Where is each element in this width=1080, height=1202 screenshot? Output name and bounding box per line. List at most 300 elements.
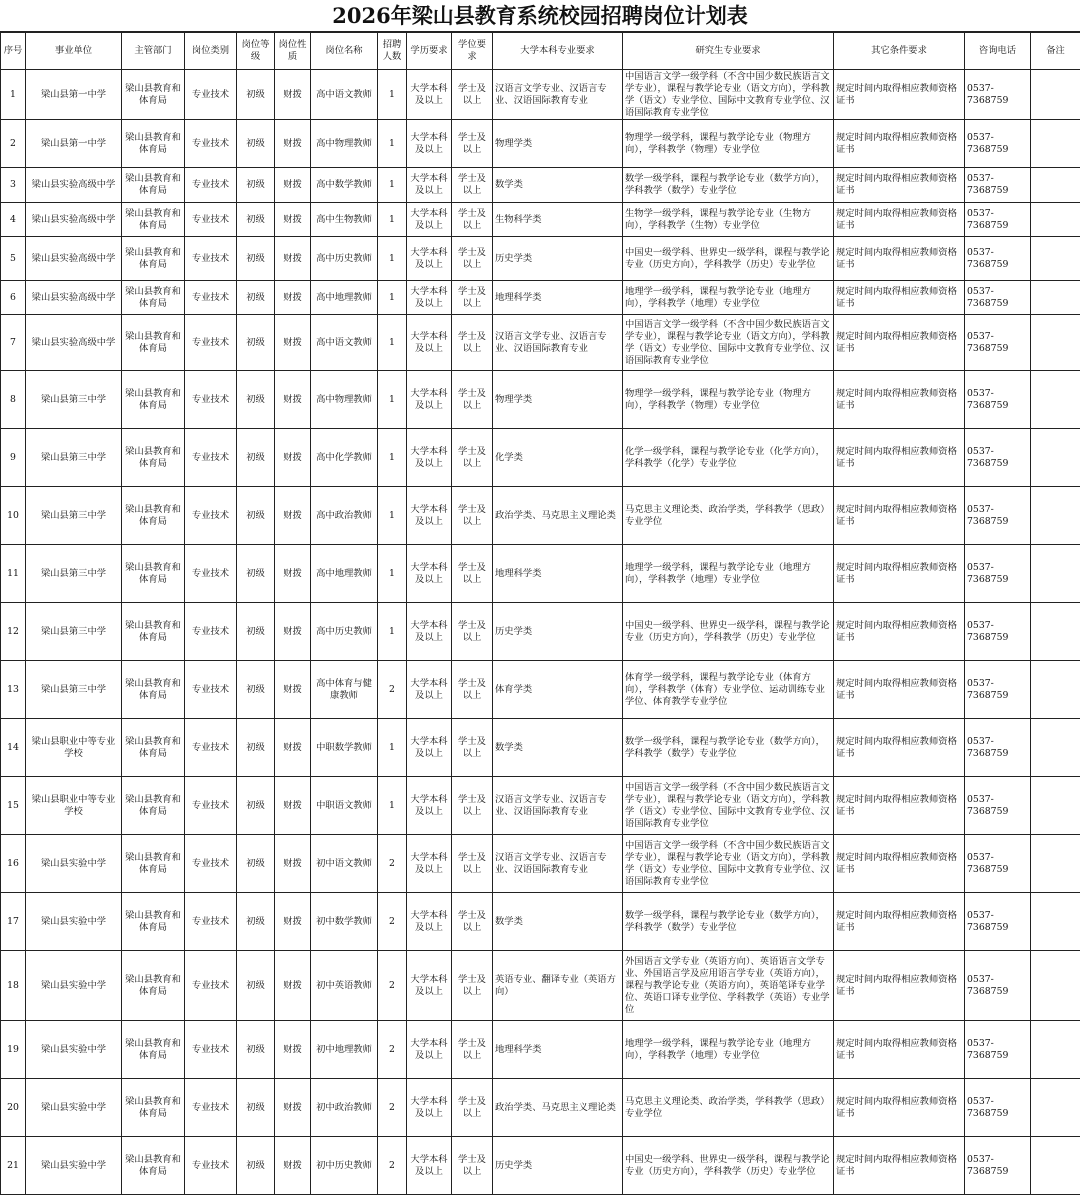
table-cell: 0537-7368759 bbox=[965, 951, 1031, 1021]
table-cell: 1 bbox=[378, 487, 407, 545]
table-cell: 地理学一级学科，课程与教学论专业（地理方向），学科教学（地理）专业学位 bbox=[623, 545, 834, 603]
table-cell: 学士及以上 bbox=[452, 315, 493, 371]
table-cell: 地理科学类 bbox=[493, 281, 623, 315]
table-cell: 汉语言文学专业、汉语言专业、汉语国际教育专业 bbox=[493, 70, 623, 120]
table-cell: 8 bbox=[1, 371, 26, 429]
table-cell: 梁山县教育和体育局 bbox=[122, 545, 185, 603]
table-cell: 高中物理教师 bbox=[311, 120, 378, 168]
table-cell: 财拨 bbox=[275, 281, 311, 315]
table-cell: 汉语言文学专业、汉语言专业、汉语国际教育专业 bbox=[493, 315, 623, 371]
table-cell: 学士及以上 bbox=[452, 203, 493, 237]
table-cell: 1 bbox=[378, 603, 407, 661]
table-cell: 梁山县职业中等专业学校 bbox=[26, 719, 122, 777]
table-cell: 数学类 bbox=[493, 719, 623, 777]
table-cell: 专业技术 bbox=[185, 315, 237, 371]
table-cell: 梁山县教育和体育局 bbox=[122, 603, 185, 661]
table-cell: 1 bbox=[378, 281, 407, 315]
table-cell: 2 bbox=[378, 1137, 407, 1195]
table-cell: 财拨 bbox=[275, 545, 311, 603]
table-cell: 汉语言文学专业、汉语言专业、汉语国际教育专业 bbox=[493, 777, 623, 835]
table-cell bbox=[1031, 487, 1080, 545]
table-cell: 学士及以上 bbox=[452, 777, 493, 835]
table-cell: 规定时间内取得相应教师资格证书 bbox=[834, 719, 965, 777]
table-cell: 0537-7368759 bbox=[965, 429, 1031, 487]
table-cell: 2 bbox=[1, 120, 26, 168]
table-cell: 0537-7368759 bbox=[965, 719, 1031, 777]
table-cell: 中国史一级学科、世界史一级学科，课程与教学论专业（历史方向），学科教学（历史）专业学位 bbox=[623, 237, 834, 281]
table-cell: 梁山县教育和体育局 bbox=[122, 168, 185, 203]
col-header: 序号 bbox=[1, 33, 26, 70]
table-cell: 规定时间内取得相应教师资格证书 bbox=[834, 545, 965, 603]
table-cell: 0537-7368759 bbox=[965, 603, 1031, 661]
table-cell: 初级 bbox=[237, 951, 275, 1021]
col-header: 备注 bbox=[1031, 33, 1080, 70]
table-cell: 中国语言文学一级学科（不含中国少数民族语言文学专业），课程与教学论专业（语文方向），学科教学（语文）专业学位、国际中文教育专业学位、汉语国际教育专业学位 bbox=[623, 835, 834, 893]
table-cell: 初中英语教师 bbox=[311, 951, 378, 1021]
table-cell: 财拨 bbox=[275, 893, 311, 951]
table-cell: 0537-7368759 bbox=[965, 545, 1031, 603]
table-cell: 初级 bbox=[237, 777, 275, 835]
table-cell: 中国史一级学科、世界史一级学科，课程与教学论专业（历史方向），学科教学（历史）专业学位 bbox=[623, 603, 834, 661]
table-cell bbox=[1031, 371, 1080, 429]
table-cell: 高中数学教师 bbox=[311, 168, 378, 203]
page-title: 2026年梁山县教育系统校园招聘岗位计划表 bbox=[0, 0, 1080, 32]
table-cell: 初中地理教师 bbox=[311, 1021, 378, 1079]
table-cell: 中国史一级学科、世界史一级学科，课程与教学论专业（历史方向），学科教学（历史）专业学位 bbox=[623, 1137, 834, 1195]
table-cell: 初中政治教师 bbox=[311, 1079, 378, 1137]
col-header: 咨询电话 bbox=[965, 33, 1031, 70]
table-row bbox=[1, 70, 1080, 120]
table-cell bbox=[1031, 1137, 1080, 1195]
table-cell: 初级 bbox=[237, 237, 275, 281]
table-cell: 梁山县教育和体育局 bbox=[122, 237, 185, 281]
table-cell: 梁山县第三中学 bbox=[26, 487, 122, 545]
table-cell: 梁山县教育和体育局 bbox=[122, 951, 185, 1021]
table-cell: 专业技术 bbox=[185, 603, 237, 661]
table-cell: 梁山县教育和体育局 bbox=[122, 203, 185, 237]
table-cell: 财拨 bbox=[275, 777, 311, 835]
table-cell: 财拨 bbox=[275, 70, 311, 120]
table-row bbox=[1, 1021, 1080, 1079]
table-cell: 1 bbox=[378, 777, 407, 835]
table-cell: 政治学类、马克思主义理论类 bbox=[493, 1079, 623, 1137]
table-cell: 数学一级学科，课程与教学论专业（数学方向），学科教学（数学）专业学位 bbox=[623, 719, 834, 777]
table-cell: 马克思主义理论类、政治学类，学科教学（思政）专业学位 bbox=[623, 487, 834, 545]
table-cell: 17 bbox=[1, 893, 26, 951]
table-cell: 大学本科及以上 bbox=[407, 661, 452, 719]
table-cell: 0537-7368759 bbox=[965, 371, 1031, 429]
table-cell: 10 bbox=[1, 487, 26, 545]
table-cell: 地理科学类 bbox=[493, 1021, 623, 1079]
table-cell: 大学本科及以上 bbox=[407, 835, 452, 893]
table-cell: 梁山县第三中学 bbox=[26, 545, 122, 603]
table-cell: 地理学一级学科，课程与教学论专业（地理方向），学科教学（地理）专业学位 bbox=[623, 281, 834, 315]
table-cell: 梁山县教育和体育局 bbox=[122, 1021, 185, 1079]
table-cell: 历史学类 bbox=[493, 237, 623, 281]
table-cell: 大学本科及以上 bbox=[407, 545, 452, 603]
table-cell: 大学本科及以上 bbox=[407, 371, 452, 429]
table-cell: 汉语言文学专业、汉语言专业、汉语国际教育专业 bbox=[493, 835, 623, 893]
table-cell: 中国语言文学一级学科（不含中国少数民族语言文学专业），课程与教学论专业（语文方向），学科教学（语文）专业学位、国际中文教育专业学位、汉语国际教育专业学位 bbox=[623, 70, 834, 120]
table-cell bbox=[1031, 777, 1080, 835]
table-cell: 初级 bbox=[237, 1021, 275, 1079]
table-cell: 学士及以上 bbox=[452, 1021, 493, 1079]
table-cell: 规定时间内取得相应教师资格证书 bbox=[834, 487, 965, 545]
col-header: 大学本科专业要求 bbox=[493, 33, 623, 70]
table-cell: 初级 bbox=[237, 545, 275, 603]
table-cell: 专业技术 bbox=[185, 371, 237, 429]
table-row bbox=[1, 487, 1080, 545]
table-cell: 生物科学类 bbox=[493, 203, 623, 237]
table-cell: 梁山县实验中学 bbox=[26, 951, 122, 1021]
table-cell: 学士及以上 bbox=[452, 661, 493, 719]
table-cell: 初级 bbox=[237, 603, 275, 661]
table-cell: 初级 bbox=[237, 371, 275, 429]
table-row bbox=[1, 893, 1080, 951]
table-cell: 3 bbox=[1, 168, 26, 203]
table-cell: 0537-7368759 bbox=[965, 777, 1031, 835]
table-cell: 规定时间内取得相应教师资格证书 bbox=[834, 1079, 965, 1137]
table-cell: 大学本科及以上 bbox=[407, 1079, 452, 1137]
table-cell: 专业技术 bbox=[185, 893, 237, 951]
table-cell: 规定时间内取得相应教师资格证书 bbox=[834, 315, 965, 371]
table-cell: 13 bbox=[1, 661, 26, 719]
table-cell: 中职数学教师 bbox=[311, 719, 378, 777]
table-cell: 规定时间内取得相应教师资格证书 bbox=[834, 603, 965, 661]
table-row bbox=[1, 835, 1080, 893]
table-cell: 0537-7368759 bbox=[965, 1021, 1031, 1079]
table-cell: 大学本科及以上 bbox=[407, 487, 452, 545]
table-cell: 财拨 bbox=[275, 951, 311, 1021]
table-cell: 生物学一级学科，课程与教学论专业（生物方向），学科教学（生物）专业学位 bbox=[623, 203, 834, 237]
table-cell: 梁山县实验中学 bbox=[26, 1021, 122, 1079]
table-cell: 1 bbox=[378, 545, 407, 603]
table-cell: 专业技术 bbox=[185, 120, 237, 168]
table-row bbox=[1, 603, 1080, 661]
table-cell: 学士及以上 bbox=[452, 1079, 493, 1137]
table-cell: 数学类 bbox=[493, 168, 623, 203]
table-cell: 梁山县实验高级中学 bbox=[26, 203, 122, 237]
table-cell: 梁山县教育和体育局 bbox=[122, 719, 185, 777]
table-cell: 2 bbox=[378, 835, 407, 893]
table-cell: 梁山县实验中学 bbox=[26, 835, 122, 893]
table-cell: 2 bbox=[378, 661, 407, 719]
table-cell: 初级 bbox=[237, 1137, 275, 1195]
table-cell: 梁山县教育和体育局 bbox=[122, 835, 185, 893]
table-cell: 梁山县实验高级中学 bbox=[26, 281, 122, 315]
table-cell: 财拨 bbox=[275, 835, 311, 893]
table-cell: 梁山县第一中学 bbox=[26, 120, 122, 168]
table-cell: 大学本科及以上 bbox=[407, 429, 452, 487]
table-cell: 梁山县教育和体育局 bbox=[122, 315, 185, 371]
table-cell: 初级 bbox=[237, 893, 275, 951]
table-cell: 高中语文教师 bbox=[311, 70, 378, 120]
table-cell: 中国语言文学一级学科（不含中国少数民族语言文学专业），课程与教学论专业（语文方向），学科教学（语文）专业学位、国际中文教育专业学位、汉语国际教育专业学位 bbox=[623, 315, 834, 371]
table-header-row bbox=[1, 33, 1080, 70]
table-cell: 14 bbox=[1, 719, 26, 777]
table-cell: 0537-7368759 bbox=[965, 487, 1031, 545]
col-header: 学位要求 bbox=[452, 33, 493, 70]
table-cell: 学士及以上 bbox=[452, 70, 493, 120]
table-cell: 规定时间内取得相应教师资格证书 bbox=[834, 661, 965, 719]
table-cell bbox=[1031, 281, 1080, 315]
table-cell: 0537-7368759 bbox=[965, 835, 1031, 893]
table-cell: 梁山县第三中学 bbox=[26, 603, 122, 661]
table-cell bbox=[1031, 835, 1080, 893]
table-cell: 规定时间内取得相应教师资格证书 bbox=[834, 203, 965, 237]
table-cell: 初级 bbox=[237, 120, 275, 168]
table-cell: 0537-7368759 bbox=[965, 168, 1031, 203]
table-cell: 1 bbox=[1, 70, 26, 120]
table-cell: 初级 bbox=[237, 315, 275, 371]
table-row bbox=[1, 120, 1080, 168]
table-row bbox=[1, 661, 1080, 719]
table-cell: 初级 bbox=[237, 1079, 275, 1137]
table-cell: 高中历史教师 bbox=[311, 603, 378, 661]
recruitment-table bbox=[0, 32, 1080, 1195]
table-cell: 学士及以上 bbox=[452, 951, 493, 1021]
table-cell: 0537-7368759 bbox=[965, 661, 1031, 719]
col-header: 事业单位 bbox=[26, 33, 122, 70]
table-cell: 地理科学类 bbox=[493, 545, 623, 603]
table-cell: 大学本科及以上 bbox=[407, 603, 452, 661]
table-cell bbox=[1031, 1079, 1080, 1137]
table-cell: 财拨 bbox=[275, 661, 311, 719]
table-cell: 1 bbox=[378, 168, 407, 203]
table-cell: 梁山县实验中学 bbox=[26, 1137, 122, 1195]
table-cell: 财拨 bbox=[275, 237, 311, 281]
table-cell: 学士及以上 bbox=[452, 371, 493, 429]
table-cell: 规定时间内取得相应教师资格证书 bbox=[834, 777, 965, 835]
table-cell: 专业技术 bbox=[185, 168, 237, 203]
table-cell: 专业技术 bbox=[185, 281, 237, 315]
table-row bbox=[1, 371, 1080, 429]
table-cell: 专业技术 bbox=[185, 777, 237, 835]
table-cell: 2 bbox=[378, 1079, 407, 1137]
table-cell bbox=[1031, 315, 1080, 371]
table-cell: 12 bbox=[1, 603, 26, 661]
table-cell: 初级 bbox=[237, 168, 275, 203]
table-cell: 地理学一级学科，课程与教学论专业（地理方向），学科教学（地理）专业学位 bbox=[623, 1021, 834, 1079]
table-cell: 规定时间内取得相应教师资格证书 bbox=[834, 168, 965, 203]
table-cell bbox=[1031, 70, 1080, 120]
table-cell: 梁山县第三中学 bbox=[26, 429, 122, 487]
col-header: 学历要求 bbox=[407, 33, 452, 70]
table-row bbox=[1, 237, 1080, 281]
table-cell: 专业技术 bbox=[185, 545, 237, 603]
table-cell: 0537-7368759 bbox=[965, 1079, 1031, 1137]
table-cell: 梁山县实验高级中学 bbox=[26, 315, 122, 371]
table-cell bbox=[1031, 203, 1080, 237]
table-cell: 财拨 bbox=[275, 603, 311, 661]
table-cell: 梁山县第一中学 bbox=[26, 70, 122, 120]
table-cell: 学士及以上 bbox=[452, 545, 493, 603]
table-row bbox=[1, 281, 1080, 315]
table-cell: 大学本科及以上 bbox=[407, 203, 452, 237]
table-cell: 财拨 bbox=[275, 168, 311, 203]
table-cell: 规定时间内取得相应教师资格证书 bbox=[834, 951, 965, 1021]
table-cell: 初级 bbox=[237, 835, 275, 893]
table-cell: 1 bbox=[378, 429, 407, 487]
table-cell bbox=[1031, 1021, 1080, 1079]
table-cell: 16 bbox=[1, 835, 26, 893]
table-cell: 专业技术 bbox=[185, 429, 237, 487]
table-cell: 大学本科及以上 bbox=[407, 951, 452, 1021]
table-cell: 学士及以上 bbox=[452, 719, 493, 777]
table-cell: 15 bbox=[1, 777, 26, 835]
table-cell: 财拨 bbox=[275, 1021, 311, 1079]
table-cell: 1 bbox=[378, 203, 407, 237]
table-cell: 20 bbox=[1, 1079, 26, 1137]
table-cell: 学士及以上 bbox=[452, 120, 493, 168]
table-cell: 中国语言文学一级学科（不含中国少数民族语言文学专业），课程与教学论专业（语文方向），学科教学（语文）专业学位、国际中文教育专业学位、汉语国际教育专业学位 bbox=[623, 777, 834, 835]
table-cell bbox=[1031, 545, 1080, 603]
table-cell: 物理学类 bbox=[493, 371, 623, 429]
table-cell: 专业技术 bbox=[185, 661, 237, 719]
table-cell bbox=[1031, 719, 1080, 777]
table-row bbox=[1, 1137, 1080, 1195]
table-cell: 规定时间内取得相应教师资格证书 bbox=[834, 1021, 965, 1079]
table-cell: 财拨 bbox=[275, 203, 311, 237]
table-cell: 2 bbox=[378, 951, 407, 1021]
col-header: 岗位名称 bbox=[311, 33, 378, 70]
table-cell: 政治学类、马克思主义理论类 bbox=[493, 487, 623, 545]
table-row bbox=[1, 203, 1080, 237]
table-row bbox=[1, 719, 1080, 777]
table-cell bbox=[1031, 168, 1080, 203]
table-cell: 专业技术 bbox=[185, 487, 237, 545]
table-cell: 1 bbox=[378, 315, 407, 371]
table-cell: 财拨 bbox=[275, 487, 311, 545]
table-cell: 梁山县教育和体育局 bbox=[122, 429, 185, 487]
table-cell: 体育学一级学科，课程与教学论专业（体育方向），学科教学（体育）专业学位、运动训练专业学位、体育教学专业学位 bbox=[623, 661, 834, 719]
table-cell: 初中数学教师 bbox=[311, 893, 378, 951]
table-cell: 21 bbox=[1, 1137, 26, 1195]
table-cell: 2 bbox=[378, 893, 407, 951]
table-cell bbox=[1031, 237, 1080, 281]
table-cell: 0537-7368759 bbox=[965, 120, 1031, 168]
table-cell: 学士及以上 bbox=[452, 603, 493, 661]
table-cell: 马克思主义理论类、政治学类，学科教学（思政）专业学位 bbox=[623, 1079, 834, 1137]
table-cell: 大学本科及以上 bbox=[407, 777, 452, 835]
table-cell: 梁山县教育和体育局 bbox=[122, 70, 185, 120]
table-cell: 4 bbox=[1, 203, 26, 237]
table-cell: 大学本科及以上 bbox=[407, 120, 452, 168]
table-cell bbox=[1031, 603, 1080, 661]
col-header: 岗位等级 bbox=[237, 33, 275, 70]
col-header: 招聘人数 bbox=[378, 33, 407, 70]
table-cell: 1 bbox=[378, 70, 407, 120]
table-cell: 0537-7368759 bbox=[965, 315, 1031, 371]
table-cell: 0537-7368759 bbox=[965, 893, 1031, 951]
table-cell: 初中语文教师 bbox=[311, 835, 378, 893]
table-cell: 梁山县教育和体育局 bbox=[122, 281, 185, 315]
table-cell: 梁山县实验中学 bbox=[26, 1079, 122, 1137]
table-cell: 高中政治教师 bbox=[311, 487, 378, 545]
table-cell: 外国语言文学专业（英语方向）、英语语言文学专业、外国语言学及应用语言学专业（英语方向），课程与教学论专业（英语方向），英语笔译专业学位、英语口译专业学位、学科教学（英语）专业学位 bbox=[623, 951, 834, 1021]
table-cell: 1 bbox=[378, 120, 407, 168]
table-cell: 0537-7368759 bbox=[965, 1137, 1031, 1195]
table-body bbox=[1, 70, 1080, 1195]
table-row bbox=[1, 777, 1080, 835]
table-cell: 历史学类 bbox=[493, 1137, 623, 1195]
table-cell: 规定时间内取得相应教师资格证书 bbox=[834, 893, 965, 951]
table-cell: 专业技术 bbox=[185, 951, 237, 1021]
table-cell: 财拨 bbox=[275, 315, 311, 371]
table-cell: 专业技术 bbox=[185, 835, 237, 893]
table-cell: 学士及以上 bbox=[452, 281, 493, 315]
table-cell: 高中物理教师 bbox=[311, 371, 378, 429]
table-cell: 梁山县教育和体育局 bbox=[122, 371, 185, 429]
table-cell: 专业技术 bbox=[185, 1079, 237, 1137]
table-cell: 财拨 bbox=[275, 1079, 311, 1137]
table-cell: 梁山县第三中学 bbox=[26, 661, 122, 719]
table-cell: 0537-7368759 bbox=[965, 281, 1031, 315]
table-cell: 梁山县教育和体育局 bbox=[122, 661, 185, 719]
table-cell: 1 bbox=[378, 237, 407, 281]
table-cell: 历史学类 bbox=[493, 603, 623, 661]
table-cell: 规定时间内取得相应教师资格证书 bbox=[834, 1137, 965, 1195]
table-cell: 规定时间内取得相应教师资格证书 bbox=[834, 835, 965, 893]
table-cell: 规定时间内取得相应教师资格证书 bbox=[834, 237, 965, 281]
table-cell: 财拨 bbox=[275, 371, 311, 429]
table-cell: 化学类 bbox=[493, 429, 623, 487]
table-cell: 梁山县教育和体育局 bbox=[122, 893, 185, 951]
table-cell: 2 bbox=[378, 1021, 407, 1079]
table-cell: 梁山县教育和体育局 bbox=[122, 1079, 185, 1137]
table-cell: 大学本科及以上 bbox=[407, 281, 452, 315]
col-header: 主管部门 bbox=[122, 33, 185, 70]
col-header: 岗位性质 bbox=[275, 33, 311, 70]
table-cell: 专业技术 bbox=[185, 1021, 237, 1079]
table-cell: 物理学一级学科，课程与教学论专业（物理方向），学科教学（物理）专业学位 bbox=[623, 120, 834, 168]
table-row bbox=[1, 315, 1080, 371]
table-cell: 专业技术 bbox=[185, 237, 237, 281]
table-cell: 学士及以上 bbox=[452, 168, 493, 203]
table-cell: 规定时间内取得相应教师资格证书 bbox=[834, 429, 965, 487]
table-cell: 高中地理教师 bbox=[311, 545, 378, 603]
table-cell: 梁山县实验高级中学 bbox=[26, 168, 122, 203]
table-cell: 高中语文教师 bbox=[311, 315, 378, 371]
table-cell: 7 bbox=[1, 315, 26, 371]
table-cell: 学士及以上 bbox=[452, 1137, 493, 1195]
table-cell bbox=[1031, 893, 1080, 951]
table-cell: 大学本科及以上 bbox=[407, 1137, 452, 1195]
table-cell: 9 bbox=[1, 429, 26, 487]
table-cell: 财拨 bbox=[275, 1137, 311, 1195]
table-cell: 规定时间内取得相应教师资格证书 bbox=[834, 70, 965, 120]
table-cell: 0537-7368759 bbox=[965, 237, 1031, 281]
table-cell: 体育学类 bbox=[493, 661, 623, 719]
table-cell: 初级 bbox=[237, 429, 275, 487]
table-cell: 财拨 bbox=[275, 719, 311, 777]
table-cell: 初级 bbox=[237, 661, 275, 719]
table-cell: 5 bbox=[1, 237, 26, 281]
table-cell: 1 bbox=[378, 719, 407, 777]
table-cell: 专业技术 bbox=[185, 70, 237, 120]
table-cell: 19 bbox=[1, 1021, 26, 1079]
table-cell: 梁山县第三中学 bbox=[26, 371, 122, 429]
table-cell: 梁山县教育和体育局 bbox=[122, 120, 185, 168]
col-header: 研究生专业要求 bbox=[623, 33, 834, 70]
table-cell: 初级 bbox=[237, 203, 275, 237]
table-cell: 高中历史教师 bbox=[311, 237, 378, 281]
table-cell: 高中化学教师 bbox=[311, 429, 378, 487]
table-row bbox=[1, 168, 1080, 203]
table-cell: 学士及以上 bbox=[452, 893, 493, 951]
table-cell: 梁山县实验中学 bbox=[26, 893, 122, 951]
table-cell: 18 bbox=[1, 951, 26, 1021]
